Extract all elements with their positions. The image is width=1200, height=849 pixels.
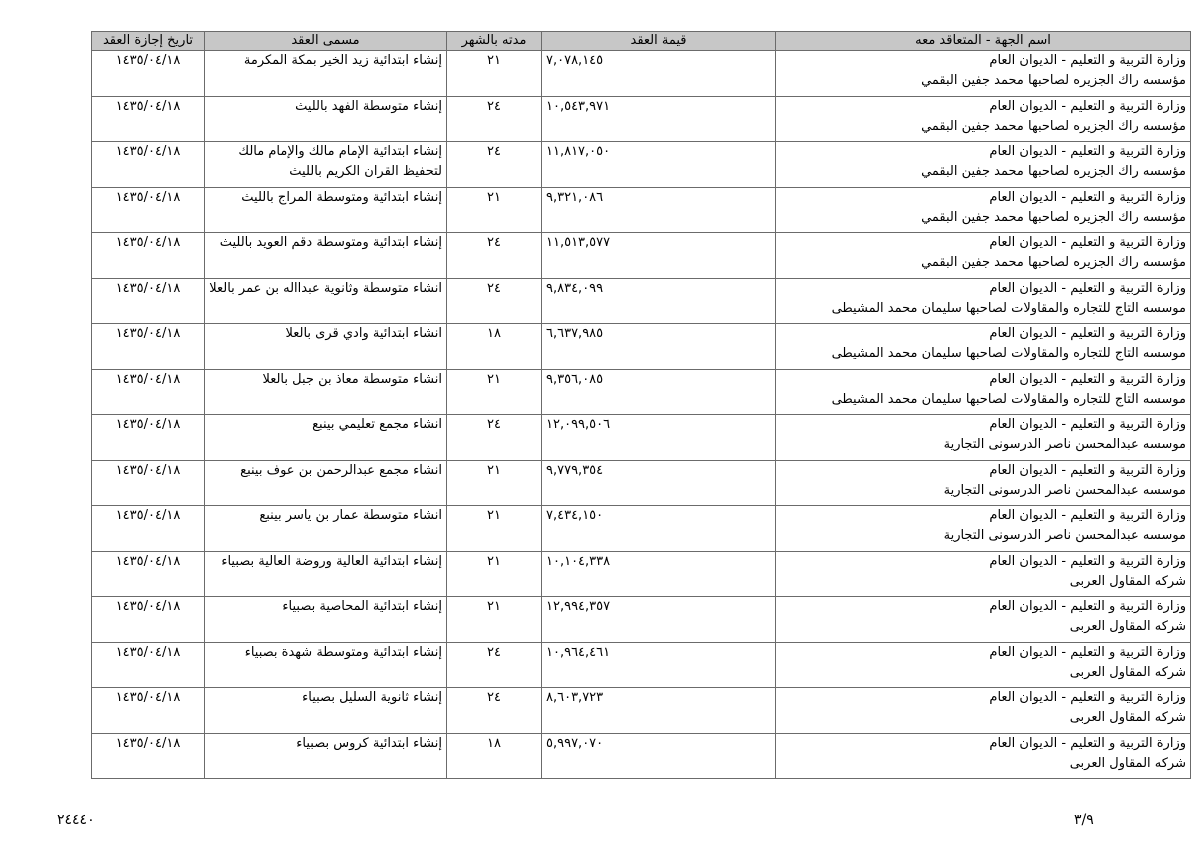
cell-value: ٩,٣٥٦,٠٨٥ — [542, 369, 776, 415]
entity-contractor: مؤسسه راك الجزيره لصاحبها محمد جفين البقمي — [921, 118, 1186, 134]
cell-value: ٧,٤٣٤,١٥٠ — [542, 506, 776, 552]
table-row — [92, 597, 1191, 643]
cell-value: ١٠,٥٤٣,٩٧١ — [542, 96, 776, 142]
contracts-table — [91, 31, 1191, 779]
contract-name-line1: إنشاء ابتدائية المحاصية بصبياء — [282, 599, 442, 614]
entity-ministry: وزارة التربية و التعليم - الديوان العام — [989, 98, 1186, 114]
entity-ministry: وزارة التربية و التعليم - الديوان العام — [989, 189, 1186, 205]
cell-contract-name — [205, 415, 447, 461]
entity-contractor: موسسه عبدالمحسن ناصر الدرسونى التجارية — [943, 437, 1186, 452]
cell-value: ٩,٨٣٤,٠٩٩ — [542, 278, 776, 324]
cell-duration: ٢١ — [447, 551, 542, 597]
cell-approval-date: ١٤٣٥/٠٤/١٨ — [92, 96, 205, 142]
header-entity: اسم الجهة - المتعاقد معه — [776, 32, 1191, 51]
cell-value: ١٠,٩٦٤,٤٦١ — [542, 642, 776, 688]
cell-value: ١١,٨١٧,٠٥٠ — [542, 142, 776, 188]
entity-contractor: موسسه التاج للتجاره والمقاولات لصاحبها سليمان محمد المشيطى — [831, 346, 1186, 361]
entity-ministry: وزارة التربية و التعليم - الديوان العام — [989, 690, 1186, 705]
entity-contractor: موسسه عبدالمحسن ناصر الدرسونى التجارية — [943, 528, 1186, 543]
cell-duration: ٢١ — [447, 187, 542, 233]
contract-name-line1: انشاء ابتدائية وادي قرى بالعلا — [285, 326, 442, 341]
cell-value: ٩,٧٧٩,٣٥٤ — [542, 460, 776, 506]
cell-approval-date: ١٤٣٥/٠٤/١٨ — [92, 324, 205, 370]
cell-duration: ٢١ — [447, 369, 542, 415]
cell-entity — [776, 642, 1191, 688]
cell-entity — [776, 551, 1191, 597]
cell-value: ٧,٠٧٨,١٤٥ — [542, 51, 776, 97]
cell-entity — [776, 733, 1191, 779]
cell-entity — [776, 233, 1191, 279]
cell-approval-date: ١٤٣٥/٠٤/١٨ — [92, 688, 205, 734]
contract-name-line2: لتحفيظ القران الكريم بالليث — [289, 164, 442, 179]
table-header-row — [92, 32, 1191, 51]
cell-approval-date: ١٤٣٥/٠٤/١٨ — [92, 733, 205, 779]
table-row — [92, 187, 1191, 233]
entity-ministry: وزارة التربية و التعليم - الديوان العام — [989, 53, 1186, 68]
contract-name-line1: إنشاء متوسطة الفهد بالليث — [295, 98, 442, 114]
cell-entity — [776, 597, 1191, 643]
contract-name-line1: انشاء متوسطة وثانوية عبدااله بن عمر بالعلا — [209, 280, 442, 296]
cell-value: ٦,٦٣٧,٩٨٥ — [542, 324, 776, 370]
cell-duration: ٢١ — [447, 460, 542, 506]
header-contract-name: مسمى العقد — [205, 32, 447, 51]
cell-entity — [776, 369, 1191, 415]
cell-duration: ٢١ — [447, 597, 542, 643]
entity-contractor: شركه المقاول العربى — [1069, 664, 1186, 680]
cell-entity — [776, 324, 1191, 370]
entity-ministry: وزارة التربية و التعليم - الديوان العام — [989, 508, 1186, 523]
entity-ministry: وزارة التربية و التعليم - الديوان العام — [989, 371, 1186, 387]
cell-contract-name — [205, 142, 447, 188]
entity-ministry: وزارة التربية و التعليم - الديوان العام — [989, 144, 1186, 159]
cell-contract-name — [205, 460, 447, 506]
entity-contractor: موسسه عبدالمحسن ناصر الدرسونى التجارية — [943, 482, 1186, 498]
entity-ministry: وزارة التربية و التعليم - الديوان العام — [989, 735, 1186, 751]
page-number: ٣/٩ — [1074, 812, 1094, 828]
cell-duration: ٢٤ — [447, 278, 542, 324]
contract-name-line1: انشاء مجمع عبدالرحمن بن عوف بينبع — [240, 462, 442, 478]
table-row — [92, 96, 1191, 142]
contract-name-line1: إنشاء ابتدائية زيد الخير بمكة المكرمة — [243, 53, 442, 68]
contract-name-line1: إنشاء ابتدائية الإمام مالك والإمام مالك — [238, 144, 442, 159]
cell-entity — [776, 278, 1191, 324]
contract-name-line1: إنشاء ابتدائية ومتوسطة شهدة بصبياء — [244, 644, 442, 660]
entity-contractor: شركه المقاول العربى — [1069, 710, 1186, 725]
table-row — [92, 415, 1191, 461]
table-row — [92, 142, 1191, 188]
cell-entity — [776, 187, 1191, 233]
entity-contractor: موسسه التاج للتجاره والمقاولات لصاحبها سليمان محمد المشيطى — [831, 391, 1186, 407]
table-row — [92, 369, 1191, 415]
cell-entity — [776, 51, 1191, 97]
entity-ministry: وزارة التربية و التعليم - الديوان العام — [989, 417, 1186, 432]
contract-name-line1: إنشاء ابتدائية ومتوسطة المراج بالليث — [241, 189, 442, 205]
cell-contract-name — [205, 688, 447, 734]
cell-contract-name — [205, 642, 447, 688]
contract-name-line1: إنشاء ثانوية السليل بصبياء — [302, 690, 442, 705]
entity-contractor: شركه المقاول العربى — [1069, 573, 1186, 589]
table-row — [92, 642, 1191, 688]
cell-entity — [776, 506, 1191, 552]
cell-duration: ٢٤ — [447, 642, 542, 688]
cell-entity — [776, 460, 1191, 506]
cell-contract-name — [205, 369, 447, 415]
cell-duration: ٢٤ — [447, 142, 542, 188]
entity-ministry: وزارة التربية و التعليم - الديوان العام — [989, 235, 1186, 250]
cell-duration: ١٨ — [447, 324, 542, 370]
table-row — [92, 551, 1191, 597]
table-row — [92, 733, 1191, 779]
entity-ministry: وزارة التربية و التعليم - الديوان العام — [989, 280, 1186, 296]
cell-value: ٥,٩٩٧,٠٧٠ — [542, 733, 776, 779]
cell-approval-date: ١٤٣٥/٠٤/١٨ — [92, 506, 205, 552]
cell-approval-date: ١٤٣٥/٠٤/١٨ — [92, 278, 205, 324]
cell-entity — [776, 142, 1191, 188]
table-row — [92, 51, 1191, 97]
entity-contractor: شركه المقاول العربى — [1069, 755, 1186, 771]
cell-duration: ٢٤ — [447, 96, 542, 142]
cell-approval-date: ١٤٣٥/٠٤/١٨ — [92, 233, 205, 279]
cell-contract-name — [205, 278, 447, 324]
entity-contractor: مؤسسه راك الجزيره لصاحبها محمد جفين البقمي — [921, 164, 1186, 179]
table-row — [92, 460, 1191, 506]
cell-value: ١٢,٩٩٤,٣٥٧ — [542, 597, 776, 643]
cell-contract-name — [205, 51, 447, 97]
cell-duration: ٢١ — [447, 506, 542, 552]
cell-contract-name — [205, 233, 447, 279]
contract-name-line1: إنشاء ابتدائية ومتوسطة دقم العويد بالليث — [219, 235, 442, 250]
entity-ministry: وزارة التربية و التعليم - الديوان العام — [989, 553, 1186, 569]
table-row — [92, 324, 1191, 370]
entity-ministry: وزارة التربية و التعليم - الديوان العام — [989, 326, 1186, 341]
cell-approval-date: ١٤٣٥/٠٤/١٨ — [92, 597, 205, 643]
cell-contract-name — [205, 551, 447, 597]
header-approval-date: تاريخ إجازة العقد — [92, 32, 205, 51]
cell-value: ٨,٦٠٣,٧٢٣ — [542, 688, 776, 734]
entity-contractor: مؤسسه راك الجزيره لصاحبها محمد جفين البقمي — [921, 73, 1186, 88]
table-row — [92, 278, 1191, 324]
cell-contract-name — [205, 324, 447, 370]
entity-ministry: وزارة التربية و التعليم - الديوان العام — [989, 599, 1186, 614]
cell-contract-name — [205, 597, 447, 643]
cell-value: ١٠,١٠٤,٣٣٨ — [542, 551, 776, 597]
contract-name-line1: إنشاء ابتدائية كروس بصبياء — [296, 735, 442, 751]
cell-approval-date: ١٤٣٥/٠٤/١٨ — [92, 551, 205, 597]
cell-approval-date: ١٤٣٥/٠٤/١٨ — [92, 142, 205, 188]
cell-value: ١١,٥١٣,٥٧٧ — [542, 233, 776, 279]
contract-name-line1: انشاء مجمع تعليمي بينبع — [312, 417, 442, 432]
cell-approval-date: ١٤٣٥/٠٤/١٨ — [92, 187, 205, 233]
table-row — [92, 688, 1191, 734]
cell-value: ٩,٣٢١,٠٨٦ — [542, 187, 776, 233]
cell-approval-date: ١٤٣٥/٠٤/١٨ — [92, 642, 205, 688]
cell-duration: ٢٤ — [447, 233, 542, 279]
header-value: قيمة العقد — [542, 32, 776, 51]
cell-duration: ٢٤ — [447, 415, 542, 461]
cell-entity — [776, 415, 1191, 461]
contract-name-line1: انشاء متوسطة معاذ بن جبل بالعلا — [262, 371, 442, 387]
cell-duration: ٢٤ — [447, 688, 542, 734]
table-row — [92, 233, 1191, 279]
entity-contractor: شركه المقاول العربى — [1069, 619, 1186, 634]
entity-ministry: وزارة التربية و التعليم - الديوان العام — [989, 644, 1186, 660]
table-row — [92, 506, 1191, 552]
header-duration: مدته بالشهر — [447, 32, 542, 51]
contract-name-line1: انشاء متوسطة عمار بن ياسر بينبع — [259, 508, 442, 523]
entity-contractor: مؤسسه راك الجزيره لصاحبها محمد جفين البقمي — [921, 255, 1186, 270]
cell-entity — [776, 96, 1191, 142]
cell-value: ١٢,٠٩٩,٥٠٦ — [542, 415, 776, 461]
entity-contractor: مؤسسه راك الجزيره لصاحبها محمد جفين البقمي — [921, 209, 1186, 225]
cell-duration: ١٨ — [447, 733, 542, 779]
footer-code: ٢٤٤٤٠ — [57, 812, 95, 828]
entity-contractor: موسسه التاج للتجاره والمقاولات لصاحبها سليمان محمد المشيطى — [831, 300, 1186, 316]
cell-approval-date: ١٤٣٥/٠٤/١٨ — [92, 460, 205, 506]
cell-approval-date: ١٤٣٥/٠٤/١٨ — [92, 51, 205, 97]
cell-contract-name — [205, 733, 447, 779]
cell-contract-name — [205, 506, 447, 552]
contract-name-line1: إنشاء ابتدائية العالية وروضة العالية بصبياء — [221, 553, 442, 569]
cell-entity — [776, 688, 1191, 734]
cell-contract-name — [205, 96, 447, 142]
cell-duration: ٢١ — [447, 51, 542, 97]
table-body — [92, 51, 1191, 779]
cell-approval-date: ١٤٣٥/٠٤/١٨ — [92, 369, 205, 415]
cell-contract-name — [205, 187, 447, 233]
entity-ministry: وزارة التربية و التعليم - الديوان العام — [989, 462, 1186, 478]
cell-approval-date: ١٤٣٥/٠٤/١٨ — [92, 415, 205, 461]
